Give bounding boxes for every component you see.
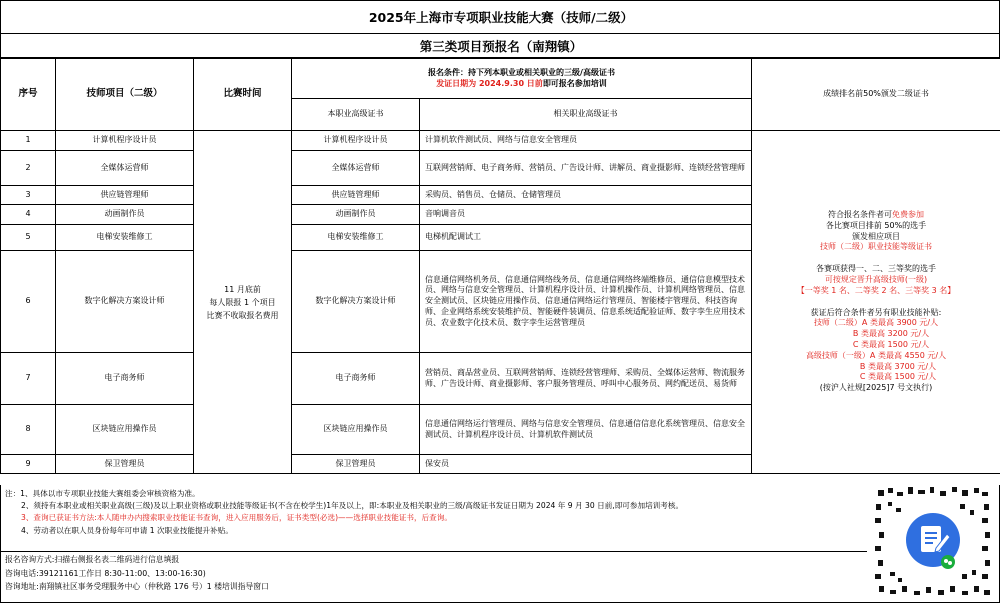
- table-row: [1, 131, 1000, 151]
- notes-area: [0, 485, 1000, 603]
- row-project: 电梯安装维修工: [56, 225, 194, 251]
- reward-line: 技师（二级）职业技能等级证书: [820, 242, 933, 252]
- condition-date: 发证日期为 2024.9.30 日前: [436, 78, 543, 88]
- row-related-cert: 信息通信网络运行管理员、网络与信息安全管理员、信息通信信息化系统管理员、信息安全测试员、计算机程序设计员、计算机软件测试员: [420, 405, 752, 455]
- notes-block: [5, 488, 865, 537]
- subsidy-line: C 类最高 1500 元/人: [859, 372, 937, 382]
- subsidy-line: B 类最高 3700 元/人: [859, 361, 937, 371]
- subsidy-line: 技师（二级）A 类最高 3900 元/人: [813, 318, 939, 328]
- row-index: 4: [1, 205, 56, 225]
- contact-line: 咨询电话:39121161工作日 8:30-11:00、13:00-16:30): [5, 568, 206, 578]
- row-index: 7: [1, 353, 56, 405]
- header-condition: [292, 59, 752, 99]
- row-project: 电子商务师: [56, 353, 194, 405]
- project-table: [0, 58, 1000, 474]
- subsidy-line: C 类最高 1500 元/人: [852, 339, 930, 349]
- reward-free-prefix: 符合报名条件者可: [828, 210, 893, 220]
- row-related-cert: 信息通信网络机务员、信息通信网络线务员、信息通信网络终端维修员、通信信息模型技术员、网络与信息安全管理员、计算机程序设计员、计算机操作员、计算机网络管理员、信息安全测试员、区块链应用操作员、信息通信网络运行管理员、智能楼宇管理员、科技咨询师、企业网络系统安装维护员、智能硬件装调员、信息系统适配验证师、数字孪生应用技术员、农业数字化技术员、数字孪生运营管理员: [420, 251, 752, 353]
- contact-block: [5, 552, 645, 594]
- main-title: 2025年上海市专项职业技能大赛（技师/二级）: [368, 10, 634, 25]
- row-related-cert: 采购员、销售员、仓储员、仓储管理员: [420, 186, 752, 205]
- note-item: 2、须持有本职业或相关职业高级(三级)及以上职业资格或职业技能等级证书(不含在校学生)1年及以上，即:本职业及相关职业的三级/高级证书发证日期为 2024 年 9 月 30 日前,即可参加培训考核。: [21, 501, 684, 511]
- row-own-cert: 电子商务师: [292, 353, 420, 405]
- match-time-line: 比赛不收取报名费用: [206, 310, 279, 320]
- condition-rest: 即可报名参加培训: [542, 78, 607, 88]
- reward-line: (按沪人社规[2025]7 号文执行): [819, 383, 933, 393]
- row-related-cert: 保安员: [420, 455, 752, 474]
- row-own-cert: 全媒体运营师: [292, 151, 420, 186]
- condition-note: [292, 79, 751, 90]
- row-index: 1: [1, 131, 56, 151]
- row-project: 计算机程序设计员: [56, 131, 194, 151]
- header-index: 序号: [1, 59, 56, 131]
- note-item: 注：1、具体以市专项职业技能大赛组委会审核资格为准。: [5, 489, 200, 498]
- reward-line: 【一等奖 1 名、二等奖 2 名、三等奖 3 名】: [796, 285, 956, 295]
- row-related-cert: 电梯机配调试工: [420, 225, 752, 251]
- header-project: 技师项目（二级）: [56, 59, 194, 131]
- row-index: 8: [1, 405, 56, 455]
- row-related-cert: 计算机软件测试员、网络与信息安全管理员: [420, 131, 752, 151]
- row-project: 动画制作员: [56, 205, 194, 225]
- row-related-cert: 互联网营销师、电子商务师、营销员、广告设计师、讲解员、商业摄影师、连锁经营管理师: [420, 151, 752, 186]
- match-time-cell: [194, 131, 292, 474]
- row-index: 3: [1, 186, 56, 205]
- reward-line: 颁发相应项目: [852, 231, 901, 241]
- note-item: 3、查询已获证书方法:本人随申办内搜索职业技能证书查询，进入应用服务后，证书类型(必选)——选择职业技能证书，后查询。: [21, 513, 452, 523]
- row-index: 9: [1, 455, 56, 474]
- registration-qr-code[interactable]: [870, 482, 996, 600]
- row-own-cert: 电梯安装维修工: [292, 225, 420, 251]
- row-own-cert: 动画制作员: [292, 205, 420, 225]
- reward-line: 可按规定晋升高级技师(一级): [824, 275, 928, 284]
- row-project: 保卫管理员: [56, 455, 194, 474]
- reward-line: 获证后符合条件者另有职业技能补贴:: [810, 307, 942, 317]
- header-own-cert: 本职业高级证书: [292, 99, 420, 131]
- reward-free: 免费参加: [892, 210, 925, 220]
- row-project: 数字化解决方案设计师: [56, 251, 194, 353]
- contact-line: 报名咨询方式:扫描右侧报名表二维码进行信息填报: [5, 555, 180, 564]
- row-own-cert: 计算机程序设计员: [292, 131, 420, 151]
- note-item: 4、劳动者以在职人员身份每年可申请 1 次职业技能提升补贴。: [21, 525, 233, 535]
- qr-code-icon: [870, 482, 996, 600]
- row-project: 全媒体运营师: [56, 151, 194, 186]
- reward-line: 各赛项获得一、二、三等奖的选手: [816, 264, 937, 274]
- subsidy-line: 高级技师（一级）A 类最高 4550 元/人: [805, 350, 947, 360]
- row-index: 5: [1, 225, 56, 251]
- header-reward: 成绩排名前50%颁发二级证书: [752, 59, 1000, 131]
- reward-line: 各比赛项目排前 50%的选手: [825, 220, 927, 230]
- row-related-cert: 营销员、商品营业员、互联网营销师、连锁经营管理师、采购员、全媒体运营师、物流服务师、广告设计师、商业摄影师、客户服务管理员、呼叫中心服务员、网约配送员、易货师: [420, 353, 752, 405]
- match-time-line: 11 月底前: [224, 284, 261, 294]
- subsidy-line: B 类最高 3200 元/人: [852, 329, 930, 339]
- row-index: 2: [1, 151, 56, 186]
- row-own-cert: 数字化解决方案设计师: [292, 251, 420, 353]
- reward-line: [752, 210, 1000, 221]
- row-project: 区块链应用操作员: [56, 405, 194, 455]
- row-index: 6: [1, 251, 56, 353]
- row-own-cert: 保卫管理员: [292, 455, 420, 474]
- match-time-line: 每人限报 1 个项目: [209, 297, 276, 307]
- reward-cell: [752, 131, 1000, 474]
- header-related-cert: 相关职业高级证书: [420, 99, 752, 131]
- row-own-cert: 供应链管理师: [292, 186, 420, 205]
- sub-title: 第三类项目预报名（南翔镇）: [1, 33, 1000, 55]
- row-own-cert: 区块链应用操作员: [292, 405, 420, 455]
- contact-line: 咨询地址:南翔镇社区事务受理服务中心（仲秋路 176 号）1 楼培训指导窗口: [5, 582, 269, 591]
- row-related-cert: 音响调音员: [420, 205, 752, 225]
- row-project: 供应链管理师: [56, 186, 194, 205]
- header-time: 比赛时间: [194, 59, 292, 131]
- title-box: [0, 0, 1000, 58]
- condition-title: 报名条件：持下列本职业或相关职业的三级/高级证书: [428, 67, 615, 77]
